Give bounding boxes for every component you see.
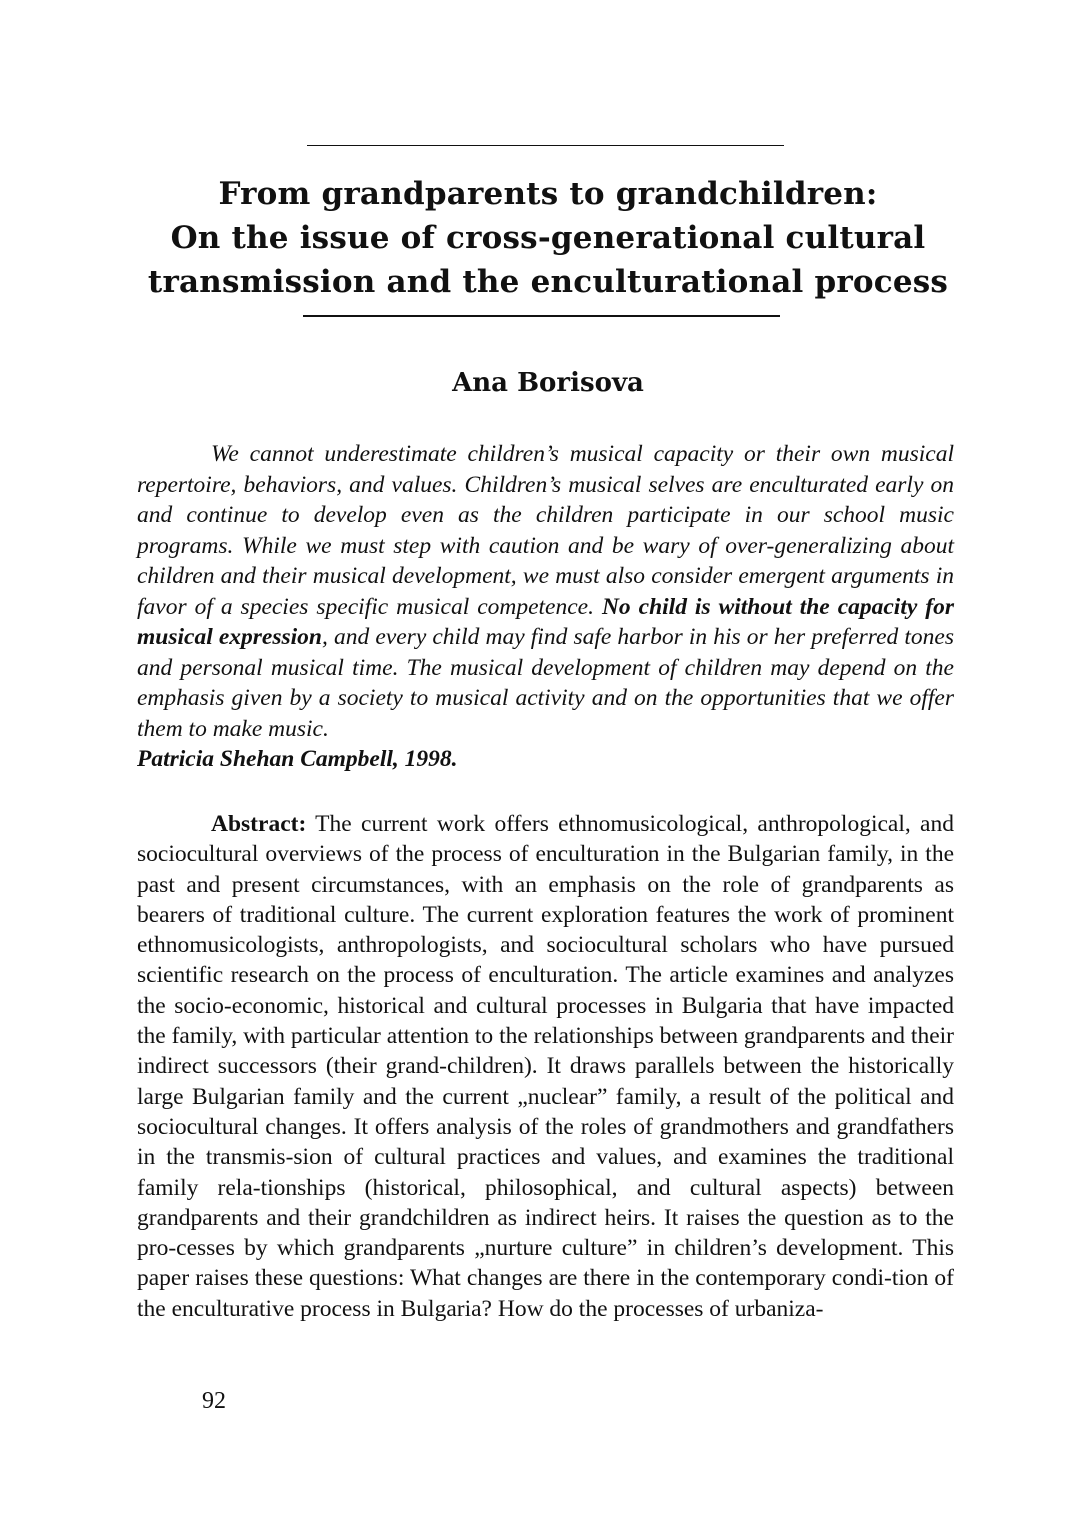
title-line-3: transmission and the enculturational process bbox=[147, 264, 949, 300]
page-number: 92 bbox=[202, 1388, 226, 1414]
author-name: Ana Borisova bbox=[452, 368, 644, 398]
abstract-paragraph bbox=[137, 809, 954, 1324]
title-line-1: From grandparents to grandchildren: bbox=[218, 176, 878, 212]
epigraph-bold-phrase: No child is without the capacity for musical expression bbox=[137, 593, 954, 650]
title-bottom-rule bbox=[303, 315, 780, 317]
abstract-label: Abstract: bbox=[211, 811, 307, 837]
epigraph bbox=[137, 439, 954, 775]
epigraph-text-end: , and every child may find safe harbor in his or her preferred tones and personal musical time. The musical development of children may depend on the emphasis given by a society to musical activity and on the opportunities that we offer them to make music. bbox=[137, 624, 954, 742]
article-title bbox=[100, 172, 996, 304]
epigraph-text-start: We cannot underestimate children’s musical capacity or their own musical repertoire, behaviors, and values. Children’s musical selves are enculturated early on and continue to develop even as the children participate in our school music programs. While we must step with caution and be wary of over-generalizing about children and their musical development, we must also consider emergent arguments in favor of a species specific musical competence. bbox=[137, 441, 954, 620]
title-line-2: On the issue of cross-generational cultural bbox=[170, 220, 926, 256]
abstract-text: The current work offers ethnomusicological, anthropological, and sociocultural overviews of the process of enculturation in the Bulgarian family, in the past and present circumstances, with an emphasis on the role of grandparents as bearers of traditional culture. The current exploration features the work of prominent ethnomusicologists, anthropologists, and sociocultural scholars who have pursued scientific research on the process of enculturation. The article examines and analyzes the socio-economic, historical and cultural processes in Bulgaria that have impacted the family, with particular attention to the relationships between grandparents and their indirect successors (their grand-children). It draws parallels between the historically large Bulgarian family and the current „nuclear” family, a result of the political and sociocultural changes. It offers analysis of the roles of grandmothers and grandfathers in the transmis-sion of cultural practices and values, and examines the traditional family rela-tionships (historical, philosophical, and cultural aspects) between grandparents and their grandchildren as indirect heirs. It raises the question as to the pro-cesses by which grandparents „nurture culture” in children’s development. This paper raises these questions: What changes are there in the contemporary condi-tion of the enculturative process in Bulgaria? How do the processes of urbaniza- bbox=[137, 811, 954, 1322]
title-top-rule bbox=[307, 145, 784, 146]
epigraph-source: Patricia Shehan Campbell, 1998. bbox=[137, 746, 458, 772]
